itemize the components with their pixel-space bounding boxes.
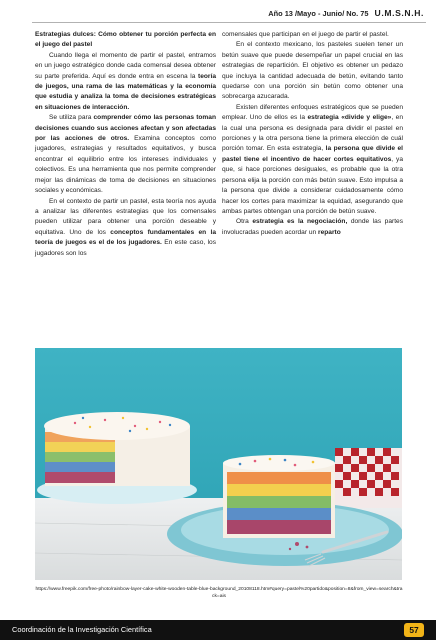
text-run: Existen diferentes enfoques estratégicos que se pueden emplear. Uno de ellos es la: [222, 103, 403, 122]
rainbow-layer-cake-photo: [35, 348, 402, 580]
section-heading: [35, 30, 216, 51]
bold-run: comprender cómo las personas toman decisiones cuando sus acciones afectan y son afectadas por las acciones de otros.: [35, 114, 216, 143]
checkered-napkin: [335, 448, 402, 508]
right-paragraph-3: [222, 103, 403, 217]
right-column: [222, 30, 403, 238]
header-divider: [32, 22, 426, 23]
institution-label: U.M.S.N.H.: [374, 8, 424, 18]
bold-run: estrategia «divide y elige»: [307, 114, 392, 122]
cake-slice: [223, 455, 335, 538]
text-run: Cuando llega el momento de partir el pastel, entramos en un juego estratégico donde cada comensal desea obtener su parte preferida. Aquí es donde entra en escena la: [35, 51, 216, 80]
right-paragraph-2: [222, 40, 403, 102]
heading-text: Estrategias dulces: Cómo obtener tu porción perfecta en el juego del pastel: [35, 31, 216, 49]
cake-photo: [35, 348, 402, 580]
text-run: Otra: [236, 218, 253, 226]
text-run: comensales que participan en el juego de partir el pastel.: [222, 31, 389, 38]
page-number: 57: [404, 623, 424, 637]
left-paragraph-3: [35, 197, 216, 259]
right-paragraph-1: [222, 30, 403, 40]
text-run: donde las partes involucradas pueden acordar un: [222, 218, 404, 236]
text-run: , en la cual una persona es designada para dividir el pastel en porciones y la otra persona tiene la primera elección de cuál porción tomar. En esta estrategia,: [222, 114, 403, 153]
bold-run: conceptos fundamentales en la teoría de juegos es el de los jugadores.: [35, 228, 216, 247]
page-footer: [0, 620, 436, 640]
text-run: Se utiliza para: [49, 114, 94, 122]
bold-run: reparto: [318, 228, 341, 236]
footer-label: Coordinación de la Investigación Científica: [12, 625, 152, 634]
text-run: Examina conceptos como jugadores, estrategias y resultados equitativos, y busca encontrar el equilibrio entre los intereses individuales y colectivos. Es una herramienta que nos permite comprender mejor las dinámicas de toma de decisiones en situaciones sociales y económicas.: [35, 135, 216, 195]
image-caption[interactable]: https://www.freepik.com/free-photo/rainbow-layer-cake-white-wooden-table-blue-background_20108118.htm#query=pastel%20partido&position=8&from_view=search&track=ais: [35, 587, 403, 599]
bold-run: teoría de juegos, una rama de las matemáticas y la economía que estudia y analiza la toma de decisiones estratégicas en situaciones de interacción.: [35, 72, 216, 111]
text-run: En el contexto mexicano, los pasteles suelen tener un betún suave que puede desempeñar un papel crucial en las estrategias de repartición. El objetivo es obtener un pedazo que incluya la cantidad adecuada de betún, evitando tanto quedarse con una porción sin betún como obtener una sobrecarga azucarada.: [222, 41, 403, 101]
bold-run: la persona que divide el pastel tiene el incentivo de hacer cortes equitativos: [222, 145, 403, 163]
text-run: En el contexto de partir un pastel, esta teoría nos ayuda a analizar las diferentes estrategias que los comensales pueden utilizar para obtener una porción deseable y equitativa. Uno de los: [35, 197, 216, 236]
text-run: En este caso, los jugadores son los: [35, 239, 217, 257]
bold-run: estrategia es la negociación,: [252, 218, 348, 226]
left-paragraph-2: [35, 113, 216, 196]
page-header: [268, 8, 424, 18]
text-run: , ya que, si hace porciones desiguales, es probable que la otra persona elija la porción con más betún suave. Esto impulsa a la persona que divide a considerar cuidadosamente cómo hacer los cortes para maximizar la equidad, asegurando que ambas partes obtengan una porción de betún suave.: [222, 155, 403, 215]
right-paragraph-4: [222, 217, 403, 238]
back-cake: [37, 412, 197, 504]
issue-label: Año 13 /Mayo - Junio/ No. 75: [268, 9, 369, 18]
left-paragraph-1: [35, 51, 216, 113]
left-column: [35, 30, 216, 259]
